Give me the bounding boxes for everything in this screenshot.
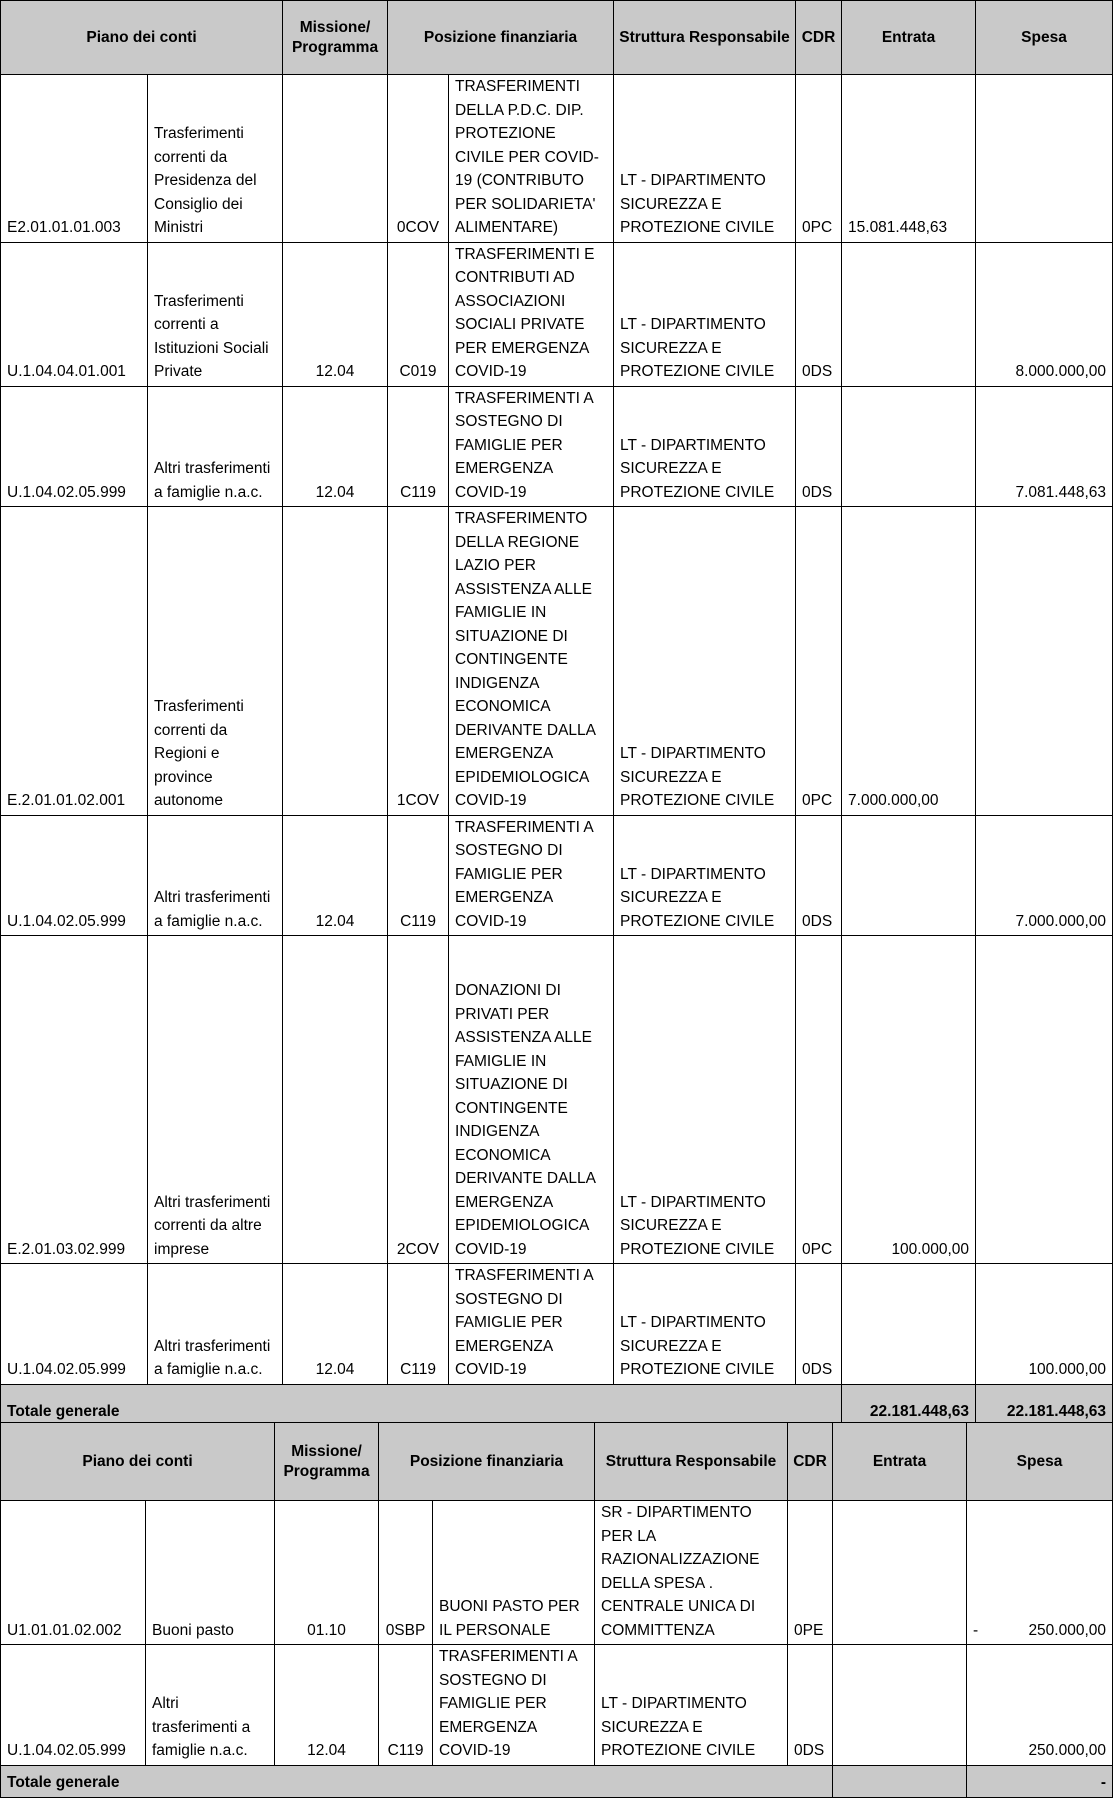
cell-posizione: 0COV bbox=[388, 75, 449, 243]
total-row bbox=[1, 1384, 1113, 1426]
cell-cdr: 0DS bbox=[788, 1645, 833, 1766]
cell-cdr: 0DS bbox=[796, 386, 842, 507]
cell-entrata bbox=[833, 1645, 967, 1766]
cell-programma bbox=[283, 75, 388, 243]
cell-code: U.1.04.02.05.999 bbox=[1, 1264, 148, 1385]
cell-code: U.1.04.04.01.001 bbox=[1, 242, 148, 386]
cell-code: U.1.04.02.05.999 bbox=[1, 1645, 146, 1766]
cell-code: E2.01.01.01.003 bbox=[1, 75, 148, 243]
cell-description: Trasferimenti correnti da Regioni e province autonome bbox=[148, 507, 283, 816]
cell-entrata bbox=[842, 1264, 976, 1385]
cell-spesa bbox=[967, 1501, 1113, 1645]
cell-struttura: SR - DIPARTIMENTO PER LA RAZIONALIZZAZIONE DELLA SPESA . CENTRALE UNICA DI COMMITTENZA bbox=[595, 1501, 788, 1645]
cell-capitolo: DONAZIONI DI PRIVATI PER ASSISTENZA ALLE FAMIGLIE IN SITUAZIONE DI CONTINGENTE INDIGENZA ECONOMICA DERIVANTE DALLA EMERGENZA EPIDEMIOLOGICA COVID-19 bbox=[449, 936, 614, 1264]
cell-cdr: 0DS bbox=[796, 815, 842, 936]
cell-struttura: LT - DIPARTIMENTO SICUREZZA E PROTEZIONE CIVILE bbox=[595, 1645, 788, 1766]
cell-description: Trasferimenti correnti da Presidenza del Consiglio dei Ministri bbox=[148, 75, 283, 243]
header-entrata: Entrata bbox=[833, 1423, 967, 1501]
cell-entrata: 7.000.000,00 bbox=[842, 507, 976, 816]
header-posizione-finanziaria: Posizione finanziaria bbox=[388, 1, 614, 75]
cell-description: Altri trasferimenti a famiglie n.a.c. bbox=[148, 1264, 283, 1385]
cell-capitolo: TRASFERIMENTO DELLA REGIONE LAZIO PER ASSISTENZA ALLE FAMIGLIE IN SITUAZIONE DI CONTINGENTE INDIGENZA ECONOMICA DERIVANTE DALLA EMERGENZA EPIDEMIOLOGICA COVID-19 bbox=[449, 507, 614, 816]
cell-programma: 12.04 bbox=[275, 1645, 379, 1766]
cell-programma: 12.04 bbox=[283, 815, 388, 936]
cell-programma: 01.10 bbox=[275, 1501, 379, 1645]
table-row bbox=[1, 1501, 1113, 1645]
cell-posizione: C119 bbox=[388, 1264, 449, 1385]
cell-struttura: LT - DIPARTIMENTO SICUREZZA E PROTEZIONE CIVILE bbox=[614, 507, 796, 816]
cell-struttura: LT - DIPARTIMENTO SICUREZZA E PROTEZIONE CIVILE bbox=[614, 75, 796, 243]
total-spesa: 22.181.448,63 bbox=[976, 1384, 1113, 1426]
table-header-row bbox=[1, 1423, 1113, 1501]
header-cdr: CDR bbox=[788, 1423, 833, 1501]
cell-cdr: 0PC bbox=[796, 507, 842, 816]
header-missione-programma: Missione/ Programma bbox=[283, 1, 388, 75]
cell-posizione: 2COV bbox=[388, 936, 449, 1264]
table-header-row bbox=[1, 1, 1113, 75]
cell-spesa: 8.000.000,00 bbox=[976, 242, 1113, 386]
total-label: Totale generale bbox=[1, 1384, 842, 1426]
cell-struttura: LT - DIPARTIMENTO SICUREZZA E PROTEZIONE CIVILE bbox=[614, 386, 796, 507]
table-row bbox=[1, 1264, 1113, 1385]
cell-posizione: C119 bbox=[388, 386, 449, 507]
cell-cdr: 0DS bbox=[796, 1264, 842, 1385]
cell-cdr: 0DS bbox=[796, 242, 842, 386]
cell-description: Altri trasferimenti correnti da altre imprese bbox=[148, 936, 283, 1264]
cell-posizione: 1COV bbox=[388, 507, 449, 816]
table-row bbox=[1, 75, 1113, 243]
cell-capitolo: TRASFERIMENTI DELLA P.D.C. DIP. PROTEZIONE CIVILE PER COVID-19 (CONTRIBUTO PER SOLIDARIETA' ALIMENTARE) bbox=[449, 75, 614, 243]
cell-posizione: 0SBP bbox=[379, 1501, 433, 1645]
cell-code: E.2.01.01.02.001 bbox=[1, 507, 148, 816]
header-struttura-responsabile: Struttura Responsabile bbox=[595, 1423, 788, 1501]
table-row bbox=[1, 815, 1113, 936]
cell-spesa bbox=[976, 75, 1113, 243]
cell-struttura: LT - DIPARTIMENTO SICUREZZA E PROTEZIONE CIVILE bbox=[614, 242, 796, 386]
cell-programma: 12.04 bbox=[283, 242, 388, 386]
cell-capitolo: BUONI PASTO PER IL PERSONALE bbox=[433, 1501, 595, 1645]
total-entrata bbox=[833, 1765, 967, 1797]
header-spesa: Spesa bbox=[976, 1, 1113, 75]
cell-spesa: 7.081.448,63 bbox=[976, 386, 1113, 507]
cell-entrata: 100.000,00 bbox=[842, 936, 976, 1264]
cell-code: U.1.04.02.05.999 bbox=[1, 386, 148, 507]
header-entrata: Entrata bbox=[842, 1, 976, 75]
cell-programma: 12.04 bbox=[283, 1264, 388, 1385]
cell-description: Altri trasferimenti a famiglie n.a.c. bbox=[148, 815, 283, 936]
cell-cdr: 0PE bbox=[788, 1501, 833, 1645]
cell-struttura: LT - DIPARTIMENTO SICUREZZA E PROTEZIONE CIVILE bbox=[614, 815, 796, 936]
cell-code: U1.01.01.02.002 bbox=[1, 1501, 146, 1645]
cell-programma: 12.04 bbox=[283, 386, 388, 507]
table-row bbox=[1, 242, 1113, 386]
cell-description: Buoni pasto bbox=[146, 1501, 275, 1645]
total-row bbox=[1, 1765, 1113, 1797]
spesa-value: 250.000,00 bbox=[1028, 1742, 1107, 1759]
cell-spesa: 7.000.000,00 bbox=[976, 815, 1113, 936]
total-label: Totale generale bbox=[1, 1765, 833, 1797]
table-row bbox=[1, 936, 1113, 1264]
header-struttura-responsabile: Struttura Responsabile bbox=[614, 1, 796, 75]
cell-programma bbox=[283, 507, 388, 816]
table-row bbox=[1, 386, 1113, 507]
header-spesa: Spesa bbox=[967, 1423, 1113, 1501]
budget-table-2 bbox=[0, 1422, 1113, 1798]
spesa-dash: - bbox=[973, 1621, 979, 1639]
cell-struttura: LT - DIPARTIMENTO SICUREZZA E PROTEZIONE CIVILE bbox=[614, 936, 796, 1264]
cell-description: Altri trasferimenti a famiglie n.a.c. bbox=[146, 1645, 275, 1766]
cell-posizione: C019 bbox=[388, 242, 449, 386]
total-entrata: 22.181.448,63 bbox=[842, 1384, 976, 1426]
header-cdr: CDR bbox=[796, 1, 842, 75]
table-row bbox=[1, 507, 1113, 816]
total-spesa: - bbox=[967, 1765, 1113, 1797]
cell-spesa bbox=[976, 936, 1113, 1264]
cell-spesa bbox=[967, 1645, 1113, 1766]
cell-entrata bbox=[842, 386, 976, 507]
cell-spesa bbox=[976, 507, 1113, 816]
cell-capitolo: TRASFERIMENTI A SOSTEGNO DI FAMIGLIE PER EMERGENZA COVID-19 bbox=[449, 1264, 614, 1385]
cell-posizione: C119 bbox=[379, 1645, 433, 1766]
cell-capitolo: TRASFERIMENTI A SOSTEGNO DI FAMIGLIE PER EMERGENZA COVID-19 bbox=[433, 1645, 595, 1766]
cell-entrata bbox=[833, 1501, 967, 1645]
header-piano-dei-conti: Piano dei conti bbox=[1, 1423, 275, 1501]
spesa-value: 250.000,00 bbox=[1028, 1621, 1107, 1639]
cell-cdr: 0PC bbox=[796, 75, 842, 243]
cell-entrata bbox=[842, 242, 976, 386]
header-missione-programma: Missione/ Programma bbox=[275, 1423, 379, 1501]
cell-description: Trasferimenti correnti a Istituzioni Sociali Private bbox=[148, 242, 283, 386]
header-piano-dei-conti: Piano dei conti bbox=[1, 1, 283, 75]
cell-capitolo: TRASFERIMENTI A SOSTEGNO DI FAMIGLIE PER EMERGENZA COVID-19 bbox=[449, 815, 614, 936]
cell-spesa: 100.000,00 bbox=[976, 1264, 1113, 1385]
cell-entrata bbox=[842, 815, 976, 936]
cell-posizione: C119 bbox=[388, 815, 449, 936]
header-posizione-finanziaria: Posizione finanziaria bbox=[379, 1423, 595, 1501]
cell-code: U.1.04.02.05.999 bbox=[1, 815, 148, 936]
cell-programma bbox=[283, 936, 388, 1264]
cell-struttura: LT - DIPARTIMENTO SICUREZZA E PROTEZIONE CIVILE bbox=[614, 1264, 796, 1385]
cell-code: E.2.01.03.02.999 bbox=[1, 936, 148, 1264]
cell-capitolo: TRASFERIMENTI A SOSTEGNO DI FAMIGLIE PER EMERGENZA COVID-19 bbox=[449, 386, 614, 507]
cell-capitolo: TRASFERIMENTI E CONTRIBUTI AD ASSOCIAZIONI SOCIALI PRIVATE PER EMERGENZA COVID-19 bbox=[449, 242, 614, 386]
cell-description: Altri trasferimenti a famiglie n.a.c. bbox=[148, 386, 283, 507]
table-row bbox=[1, 1645, 1113, 1766]
cell-cdr: 0PC bbox=[796, 936, 842, 1264]
cell-entrata: 15.081.448,63 bbox=[842, 75, 976, 243]
